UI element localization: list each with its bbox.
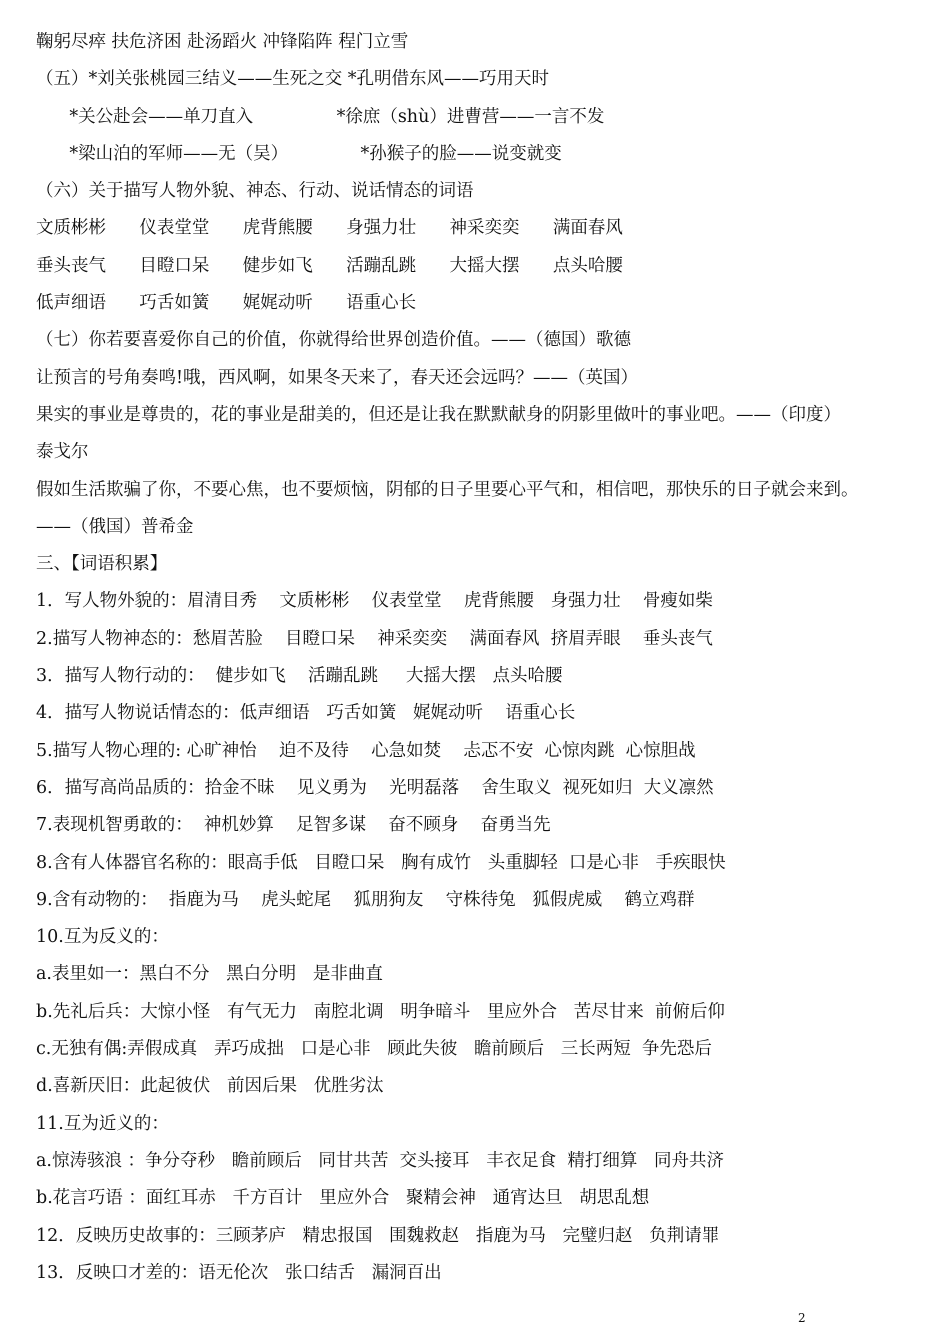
appearance-words-line-2: 垂头丧气 目瞪口呆 健步如飞 活蹦乱跳 大摇大摆 点头哈腰: [36, 255, 623, 276]
vocab-virtue: 6．描写高尚品质的：拾金不昧 见义勇为 光明磊落 舍生取义 视死如归 大义凛然: [36, 777, 714, 798]
vocab-body-parts: 8.含有人体器官名称的：眼高手低 目瞪口呆 胸有成竹 头重脚轻 口是心非 手疾眼快: [36, 852, 726, 873]
idiom-line-1: 鞠躬尽瘁 扶危济困 赴汤蹈火 冲锋陷阵 程门立雪: [36, 32, 409, 52]
section-5-line-3: *梁山泊的军师——无（吴） *孙猴子的脸——说变就变: [36, 143, 562, 164]
antonyms-b: b.先礼后兵：大惊小怪 有气无力 南腔北调 明争暗斗 里应外合 苦尽甘来 前俯后仰: [36, 1001, 725, 1022]
antonyms-d: d.喜新厌旧：此起彼伏 前因后果 优胜劣汰: [36, 1076, 384, 1097]
quote-goethe: （七）你若要喜爱你自己的价值，你就得给世界创造价值。——（德国）歌德: [36, 330, 631, 351]
document-page: [36, 24, 926, 1292]
appearance-words-line-1: 文质彬彬 仪表堂堂 虎背熊腰 身强力壮 神采奕奕 满面春风: [36, 218, 623, 239]
quote-tagore: 果实的事业是尊贵的，花的事业是甜美的，但还是让我在默默献身的阴影里做叶的事业吧。——（印度）: [36, 404, 841, 425]
section-3-heading: 三、【词语积累】: [36, 554, 168, 575]
vocab-wit-courage: 7.表现机智勇敢的： 神机妙算 足智多谋 奋不顾身 奋勇当先: [36, 815, 551, 836]
appearance-words-line-3: 低声细语 巧舌如簧 娓娓动听 语重心长: [36, 293, 417, 314]
quote-tagore-author: 泰戈尔: [36, 442, 89, 463]
synonyms-b: b.花言巧语 ：面红耳赤 千方百计 里应外合 聚精会神 通宵达旦 胡思乱想: [36, 1188, 650, 1209]
vocab-appearance: 1．写人物外貌的：眉清目秀 文质彬彬 仪表堂堂 虎背熊腰 身强力壮 骨瘦如柴: [36, 591, 713, 612]
vocab-speech: 4．描写人物说话情态的：低声细语 巧舌如簧 娓娓动听 语重心长: [36, 703, 576, 724]
vocab-animals: 9.含有动物的： 指鹿为马 虎头蛇尾 狐朋狗友 守株待兔 狐假虎威 鹤立鸡群: [36, 889, 695, 910]
vocab-history-stories: 12．反映历史故事的：三顾茅庐 精忠报国 围魏救赵 指鹿为马 完璧归赵 负荆请罪: [36, 1225, 720, 1246]
quote-shelley: 让预言的号角奏鸣!哦，西风啊，如果冬天来了，春天还会远吗？——（英国）: [36, 367, 639, 388]
vocab-poor-eloquence: 13．反映口才差的：语无伦次 张口结舌 漏洞百出: [36, 1262, 442, 1283]
vocab-psychology: 5.描写人物心理的: 心旷神怡 迫不及待 心急如焚 忐忑不安 心惊肉跳 心惊胆战: [36, 740, 696, 761]
synonyms-a: a.惊涛骇浪 ：争分夺秒 瞻前顾后 同甘共苦 交头接耳 丰衣足食 精打细算 同舟共济: [36, 1150, 725, 1171]
quote-pushkin-author: ——（俄国）普希金: [36, 516, 194, 537]
page-number: 2: [798, 1311, 806, 1325]
quote-pushkin: 假如生活欺骗了你，不要心焦，也不要烦恼，阴郁的日子里要心平气和，相信吧，那快乐的日子就会来到。: [36, 479, 859, 500]
antonyms-a: a.表里如一：黑白不分 黑白分明 是非曲直: [36, 964, 383, 985]
synonyms-heading: 11.互为近义的：: [36, 1113, 169, 1134]
antonyms-heading: 10.互为反义的：: [36, 927, 169, 948]
section-6-heading: （六）关于描写人物外貌、神态、行动、说话情态的词语: [36, 181, 474, 202]
vocab-action: 3．描写人物行动的： 健步如飞 活蹦乱跳 大摇大摆 点头哈腰: [36, 666, 563, 687]
section-5-line-1: （五）*刘关张桃园三结义——生死之交 *孔明借东风——巧用天时: [36, 69, 550, 90]
section-5-line-2: *关公赴会——单刀直入 *徐庶（shù）进曹营——一言不发: [36, 106, 605, 127]
antonyms-c: c.无独有偶:弄假成真 弄巧成拙 口是心非 顾此失彼 瞻前顾后 三长两短 争先恐后: [36, 1039, 712, 1060]
vocab-expression: 2.描写人物神态的：愁眉苦脸 目瞪口呆 神采奕奕 满面春风 挤眉弄眼 垂头丧气: [36, 628, 713, 649]
